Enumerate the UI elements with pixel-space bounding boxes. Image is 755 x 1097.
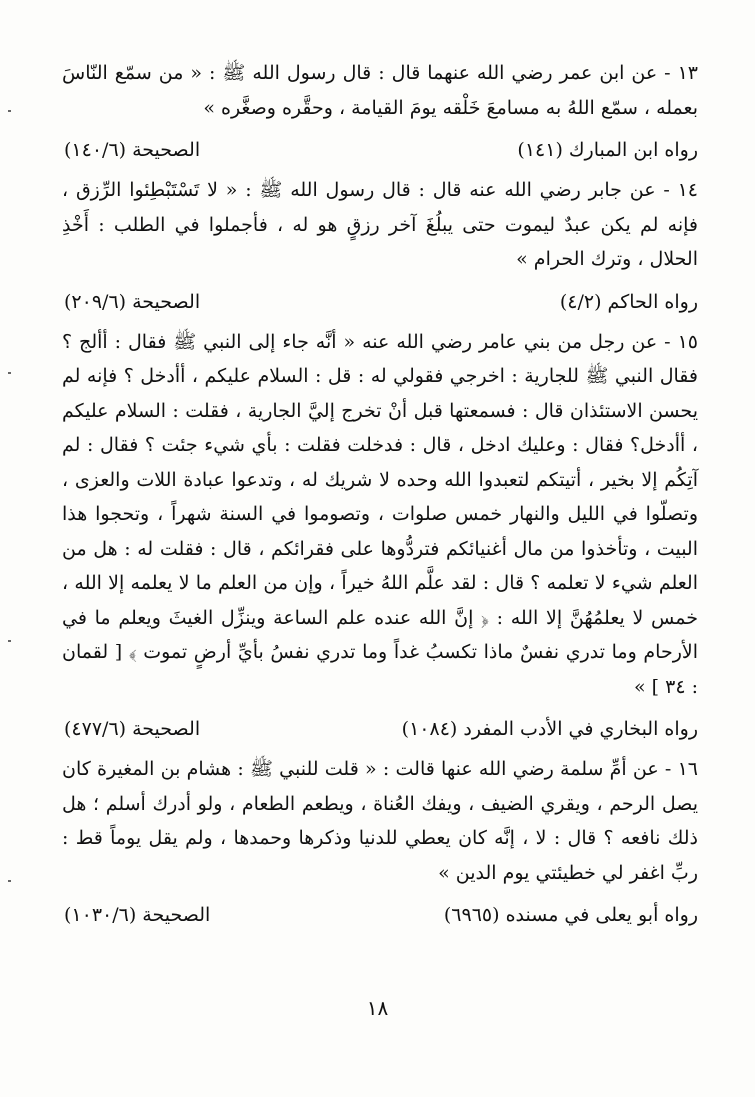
source-reference: رواه أبو يعلى في مسنده (٦٩٦٥) [443, 904, 698, 926]
authenticity-grade: الصحيحة (١٠٣٠/٦) [64, 904, 211, 926]
margin-tick [8, 110, 11, 112]
source-reference: رواه ابن المبارك (١٤١) [517, 139, 698, 161]
page-number: ١٨ [366, 996, 389, 1020]
source-reference: رواه البخاري في الأدب المفرد (١٠٨٤) [401, 718, 698, 740]
hadith-text: ١٥ - عن رجل من بني عامر رضي الله عنه « أنَّه جاء إلى النبي ﷺ فقال : أألج ؟ فقال النبي ﷺ للجارية : اخرجي فقولي له : قل : السلام عليكم ، أأدخل ؟ فإنه لم يحسن الاستئذان قال : فسمعتها قبل أنْ تخرج إليَّ الجارية ، فقلت : السلام عليكم ، أأدخل؟ فقال : وعليك ادخل ، قال : فدخلت فقلت : بأي شيء جئت ؟ فقال : لم آتِكُم إلا بخير ، أتيتكم لتعبدوا الله وحده لا شريك له ، وتدعوا عبادة اللات والعزى ، وتصلّوا في الليل والنهار خمس صلوات ، وتصوموا في السنة شهراً ، وتحجوا هذا البيت ، وتأخذوا من مال أغنيائكم فتردُّوها على فقرائكم ، قال : فقلت له : هل من العلم شيء لا تعلمه ؟ قال : لقد علَّم اللهُ خيراً ، وإن من العلم ما لا يعلمه إلا الله ، خمس لا يعلمُهُنَّ إلا الله : ﴿ إنَّ الله عنده علم الساعة وينزِّل الغيثَ ويعلم ما في الأرحام وما تدري نفسٌ ماذا تكسبُ غداً وما تدري نفسُ بأيِّ أرضٍ تموت ﴾ [ لقمان : ٣٤ ] » [62, 330, 698, 698]
hadith-14 [62, 173, 698, 319]
hadith-source-line [62, 712, 698, 746]
page-body [62, 56, 698, 938]
hadith-source-line [62, 285, 698, 319]
hadith-source-line [62, 898, 698, 932]
margin-tick [8, 372, 11, 374]
hadith-text: ١٦ - عن أمِّ سلمة رضي الله عنها قالت : « قلت للنبي ﷺ : هشام بن المغيرة كان يصل الرحم ، ويقري الضيف ، ويفك العُناة ، ويطعم الطعام ، ولو أدرك أسلم ؛ هل ذلك نافعه ؟ قال : لا ، إنَّه كان يعطي للدنيا وذكرها وحمدها ، ولم يقل يوماً قط : ربِّ اغفر لي خطيئتي يوم الدين » [62, 758, 698, 884]
hadith-source-line [62, 133, 698, 167]
authenticity-grade: الصحيحة (١٤٠/٦) [64, 139, 201, 161]
margin-tick [8, 640, 11, 642]
hadith-15 [62, 325, 698, 747]
source-reference: رواه الحاكم (٤/٢) [559, 290, 698, 313]
margin-tick [8, 880, 11, 882]
authenticity-grade: الصحيحة (٢٠٩/٦) [64, 290, 201, 313]
authenticity-grade: الصحيحة (٤٧٧/٦) [64, 718, 201, 740]
hadith-16 [62, 752, 698, 932]
hadith-text: ١٣ - عن ابن عمر رضي الله عنهما قال : قال رسول الله ﷺ : « من سمّع النّاسَ بعمله ، سمّع اللهُ به مسامعَ خَلْقه يومَ القيامة ، وحقَّره وصغَّره » [62, 62, 698, 119]
hadith-13 [62, 56, 698, 167]
hadith-text: ١٤ - عن جابر رضي الله عنه قال : قال رسول الله ﷺ : « لا تَسْتَبْطِئوا الرِّزق ، فإنه لم يكن عبدٌ ليموت حتى يبلُغَ آخر رزقٍ هو له ، فأجملوا في الطلب : أَخْذِ الحلال ، وترك الحرام » [62, 179, 698, 270]
